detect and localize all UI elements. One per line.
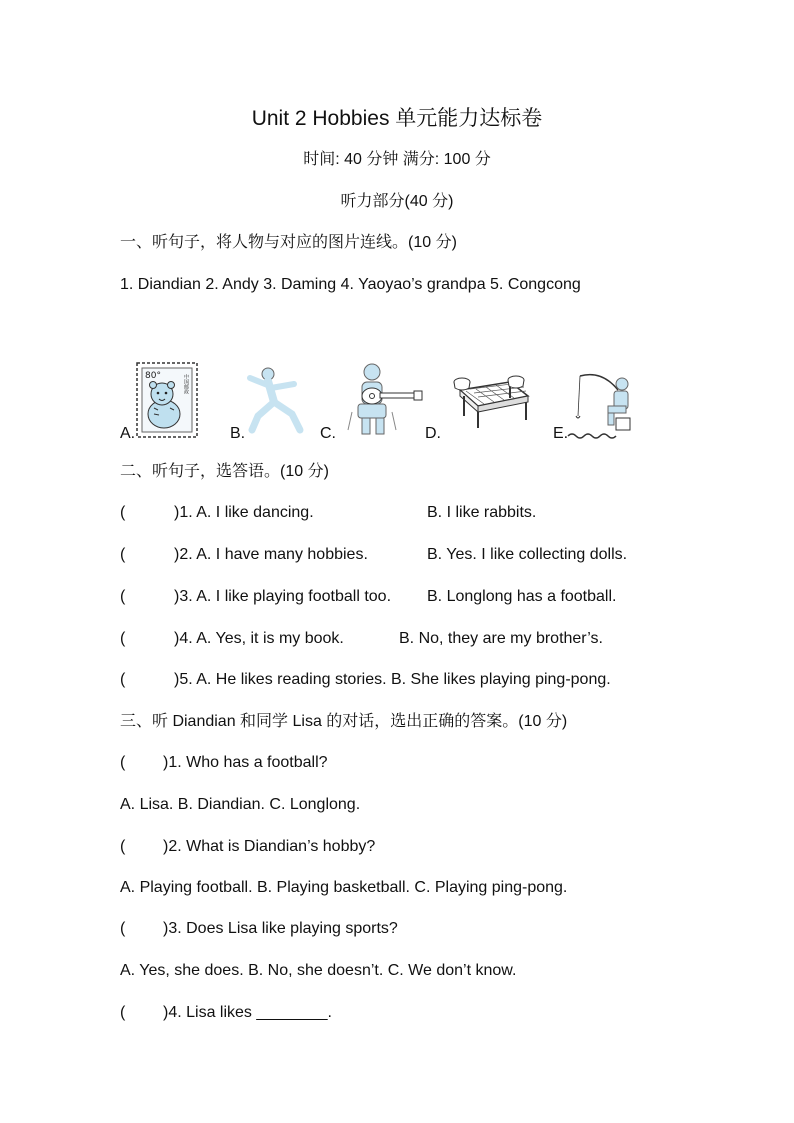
answer-blank-3-2[interactable]: ( bbox=[120, 838, 126, 855]
s3-options-1: A. Lisa. B. Diandian. C. Longlong. bbox=[120, 796, 361, 813]
s2-option-b-4: B. No, they are my brother’s. bbox=[399, 630, 603, 647]
picture-label-a: A. bbox=[120, 425, 136, 442]
s2-option-b-2: B. Yes. I like collecting dolls. bbox=[427, 546, 628, 563]
listening-part-heading: 听力部分(40 分) bbox=[340, 193, 454, 210]
tiger-stamp-icon bbox=[136, 362, 198, 438]
answer-blank-2-4[interactable]: ( bbox=[120, 630, 126, 647]
page-title: Unit 2 Hobbies 单元能力达标卷 bbox=[251, 107, 543, 130]
exam-meta: 时间: 40 分钟 满分: 100 分 bbox=[303, 151, 491, 168]
s2-question-5: )5. A. He likes reading stories. B. She likes playing ping-pong. bbox=[174, 671, 611, 688]
stamp-value: 80° bbox=[145, 371, 161, 381]
s2-question-1: )1. A. I like dancing. bbox=[174, 504, 314, 521]
answer-blank-3-1[interactable]: ( bbox=[120, 754, 126, 771]
picture-label-b: B. bbox=[230, 425, 246, 442]
section2-heading: 二、听句子，选答语。(10 分) bbox=[120, 463, 329, 480]
section3-heading: 三、听 Diandian 和同学 Lisa 的对话，选出正确的答案。(10 分) bbox=[120, 713, 568, 730]
picture-label-d: D. bbox=[425, 425, 441, 442]
s2-option-b-1: B. I like rabbits. bbox=[427, 504, 537, 521]
answer-blank-2-1[interactable]: ( bbox=[120, 504, 126, 521]
guitar-player-icon bbox=[344, 360, 424, 438]
s3-question-4: )4. Lisa likes ________. bbox=[163, 1004, 332, 1021]
s3-question-1: )1. Who has a football? bbox=[163, 754, 328, 771]
answer-blank-3-4[interactable]: ( bbox=[120, 1004, 126, 1021]
answer-blank-3-3[interactable]: ( bbox=[120, 920, 126, 937]
fishing-person-icon bbox=[566, 370, 634, 442]
answer-blank-2-5[interactable]: ( bbox=[120, 671, 126, 688]
s2-option-b-3: B. Longlong has a football. bbox=[427, 588, 617, 605]
s2-question-4: )4. A. Yes, it is my book. bbox=[174, 630, 344, 647]
s3-options-2: A. Playing football. B. Playing basketball. C. Playing ping-pong. bbox=[120, 879, 568, 896]
picture-label-c: C. bbox=[320, 425, 336, 442]
chess-board-icon bbox=[450, 370, 532, 432]
s3-options-3: A. Yes, she does. B. No, she doesn’t. C. We don’t know. bbox=[120, 962, 517, 979]
dancing-person-icon bbox=[244, 364, 306, 436]
section1-heading: 一、听句子，将人物与对应的图片连线。(10 分) bbox=[120, 234, 457, 251]
s2-question-2: )2. A. I have many hobbies. bbox=[174, 546, 368, 563]
section1-names: 1. Diandian 2. Andy 3. Daming 4. Yaoyao’s grandpa 5. Congcong bbox=[120, 276, 581, 293]
s3-question-3: )3. Does Lisa like playing sports? bbox=[163, 920, 398, 937]
s2-question-3: )3. A. I like playing football too. bbox=[174, 588, 392, 605]
s3-question-2: )2. What is Diandian’s hobby? bbox=[163, 838, 376, 855]
answer-blank-2-3[interactable]: ( bbox=[120, 588, 126, 605]
stamp-country: 中国邮政 bbox=[183, 374, 189, 394]
answer-blank-2-2[interactable]: ( bbox=[120, 546, 126, 563]
picture-label-e: E. bbox=[553, 425, 569, 442]
